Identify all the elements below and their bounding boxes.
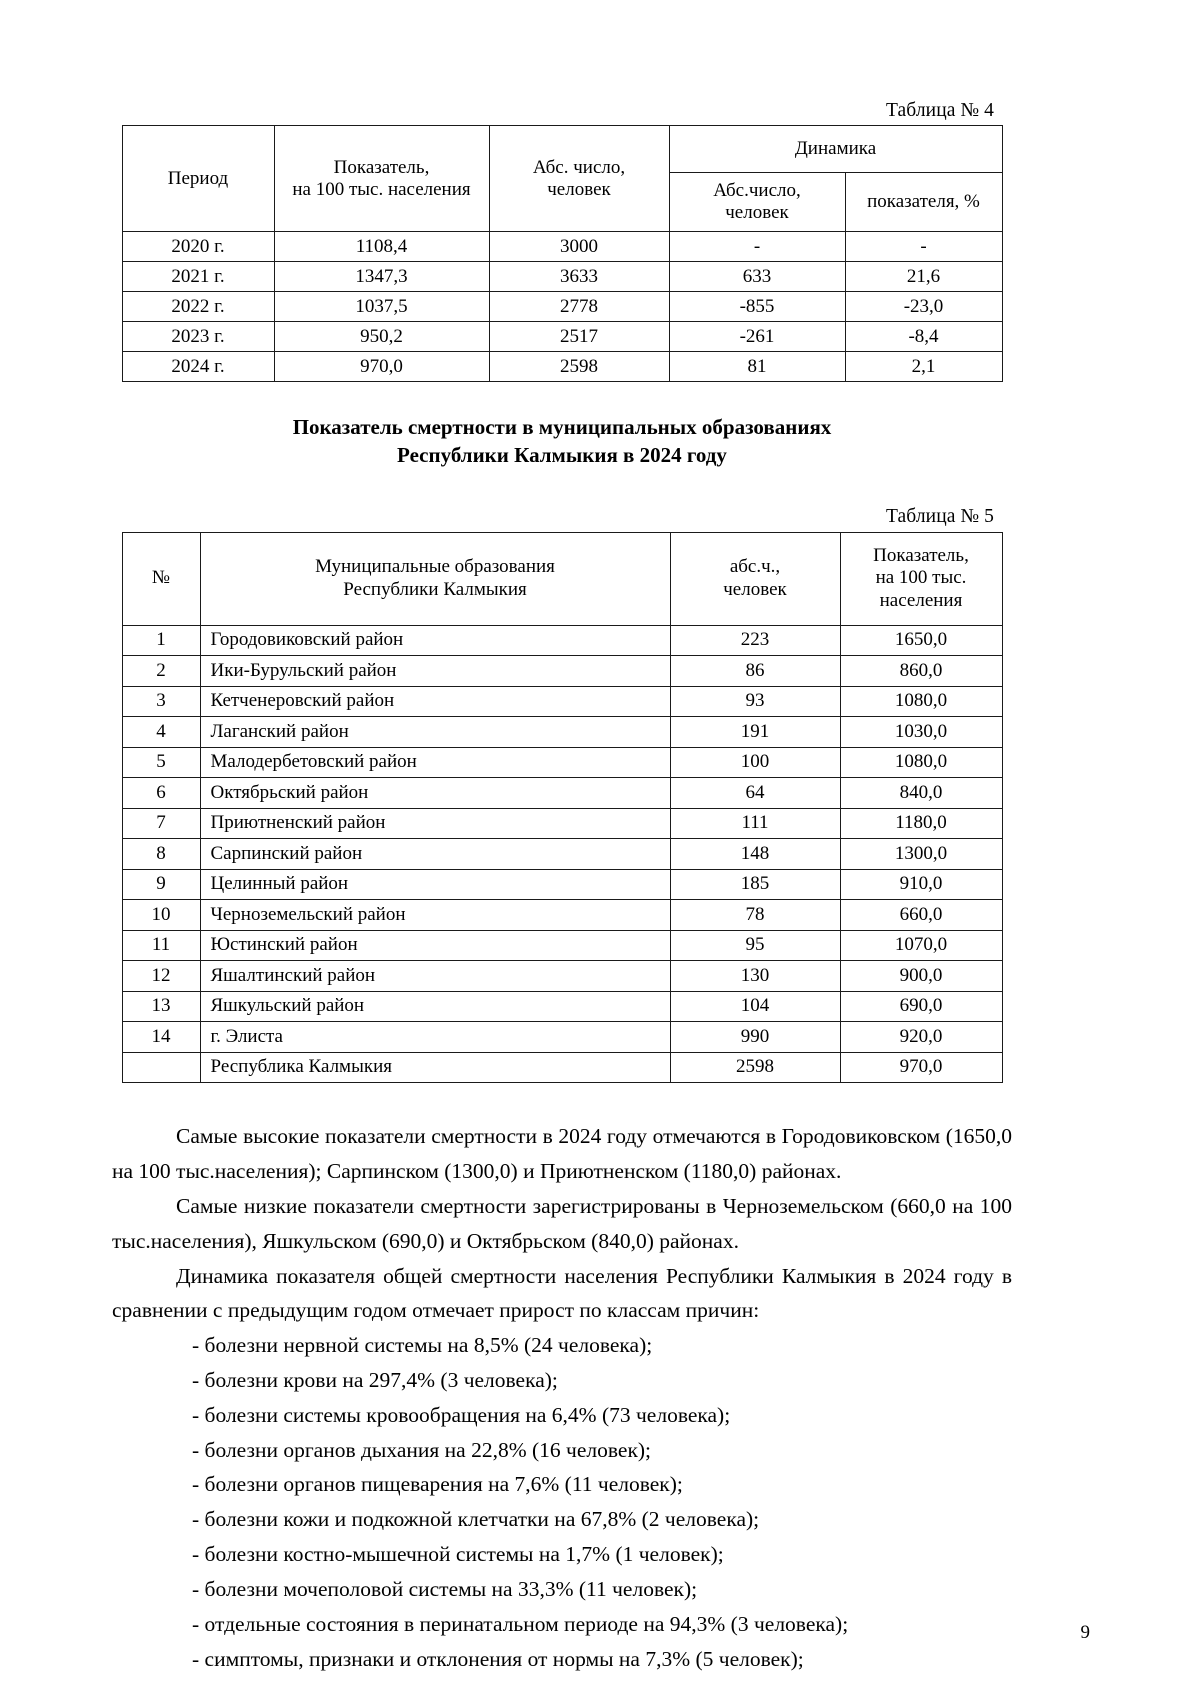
cell-indicator: 690,0 [840,991,1002,1022]
cell-num: 1 [122,625,200,656]
table-row [122,839,1002,870]
table4-col-abs [489,126,669,232]
cell-abs: 2778 [489,292,669,322]
cell-indicator: 1347,3 [274,262,489,292]
cell-name: Приютненский район [200,808,670,839]
table5-col-indicator-line3: населения [879,589,963,611]
paragraph-lowest-mortality: Самые низкие показатели смертности зарегистрированы в Черноземельском (660,0 на 100 тыс.населения), Яшкульском (690,0) и Октябрьском (840,0) районах. [112,1193,1012,1253]
cell-name: Яшалтинский район [200,961,670,992]
cell-indicator: 1080,0 [840,747,1002,778]
page-number: 9 [1080,1622,1090,1643]
paragraph-dynamics-intro: Динамика показателя общей смертности населения Республики Калмыкия в 2024 году в сравнении с предыдущим годом отмечает прирост по классам причин: [112,1263,1012,1323]
cell-name: Юстинский район [200,930,670,961]
cell-name: Лаганский район [200,717,670,748]
table-row [122,1022,1002,1053]
cell-indicator: 970,0 [840,1052,1002,1083]
cell-indicator: 1080,0 [840,686,1002,717]
municipal-mortality-table [122,532,1003,1084]
spacer [112,470,1012,506]
table4-col-abs-line1: Абс. число, [532,156,626,178]
cell-name: Целинный район [200,869,670,900]
table-row [122,961,1002,992]
table4-col-dyn-abs-line1: Абс.число, [713,180,801,202]
spacer [112,1083,1012,1119]
table4-col-period: Период [122,126,274,232]
table5-col-municipality [200,532,670,625]
table5-col-municipality-line1: Муниципальные образования [315,556,555,578]
table-row [122,778,1002,809]
table-row [122,930,1002,961]
table-row [122,232,1002,262]
cell-indicator: 970,0 [274,352,489,382]
cell-name: Сарпинский район [200,839,670,870]
table-row [122,869,1002,900]
page-title-line2: Республики Калмыкия в 2024 году [397,443,727,468]
table-row-total [122,1052,1002,1083]
table5-col-abs-line2: человек [723,578,787,600]
cell-abs: 191 [670,717,840,748]
cell-num: 12 [122,961,200,992]
list-item: - болезни крови на 297,4% (3 человека); [192,1367,558,1392]
cell-name: Городовиковский район [200,625,670,656]
cell-name: Кетченеровский район [200,686,670,717]
cell-indicator: 900,0 [840,961,1002,992]
cell-dyn-abs: -261 [669,322,845,352]
cell-name: Черноземельский район [200,900,670,931]
list-item: - болезни нервной системы на 8,5% (24 человека); [192,1333,653,1358]
cell-period: 2024 г. [122,352,274,382]
cell-name: Республика Калмыкия [200,1052,670,1083]
cell-abs: 95 [670,930,840,961]
cell-indicator: 860,0 [840,656,1002,687]
table-row [122,625,1002,656]
table-row [122,717,1002,748]
list-item: - болезни системы кровообращения на 6,4% (73 человека); [192,1402,731,1427]
table-row [122,991,1002,1022]
cell-abs: 2598 [670,1052,840,1083]
table4-col-dynamics: Динамика [669,126,1002,173]
table5-caption: Таблица № 5 [886,506,994,528]
table5-col-municipality-line2: Республики Калмыкия [343,578,527,600]
cell-indicator: 1070,0 [840,930,1002,961]
table-row [122,686,1002,717]
cell-num: 2 [122,656,200,687]
page-title [112,414,1012,470]
cell-abs: 2517 [489,322,669,352]
cell-num: 10 [122,900,200,931]
cell-dyn-abs: -855 [669,292,845,322]
cell-num: 6 [122,778,200,809]
table-row [122,352,1002,382]
cell-num: 7 [122,808,200,839]
cell-period: 2022 г. [122,292,274,322]
cell-period: 2020 г. [122,232,274,262]
cell-indicator: 1108,4 [274,232,489,262]
cell-num: 5 [122,747,200,778]
list-item: - болезни мочеполовой системы на 33,3% (11 человек); [192,1576,698,1601]
cell-num: 11 [122,930,200,961]
cell-abs: 185 [670,869,840,900]
cell-indicator: 950,2 [274,322,489,352]
cell-abs: 86 [670,656,840,687]
cell-indicator: 910,0 [840,869,1002,900]
cell-num [122,1052,200,1083]
cell-dyn-pct: - [845,232,1002,262]
cell-abs: 2598 [489,352,669,382]
list-item: - болезни кожи и подкожной клетчатки на 67,8% (2 человека); [192,1507,760,1532]
table4-col-dyn-pct: показателя, % [845,173,1002,232]
cell-num: 9 [122,869,200,900]
list-item: - болезни костно-мышечной системы на 1,7% (1 человек); [192,1542,724,1567]
cell-num: 4 [122,717,200,748]
cell-dyn-pct: -23,0 [845,292,1002,322]
cell-name: Ики-Бурульский район [200,656,670,687]
cell-dyn-pct: -8,4 [845,322,1002,352]
table5-col-abs [670,532,840,625]
table-row [122,656,1002,687]
table5-col-num: № [122,532,200,625]
cell-indicator: 1037,5 [274,292,489,322]
page-title-line1: Показатель смертности в муниципальных образованиях [292,415,832,440]
table4-caption: Таблица № 4 [886,100,994,121]
list-item: - симптомы, признаки и отклонения от нормы на 7,3% (5 человек); [192,1646,804,1671]
table5-col-abs-line1: абс.ч., [729,556,781,578]
mortality-dynamics-table [122,125,1003,382]
table4-col-dyn-abs-line2: человек [725,202,789,224]
list-item: - отдельные состояния в перинатальном периоде на 94,3% (3 человека); [192,1611,849,1636]
cell-name: Малодербетовский район [200,747,670,778]
cell-num: 8 [122,839,200,870]
cell-abs: 3633 [489,262,669,292]
cell-abs: 990 [670,1022,840,1053]
cell-indicator: 1300,0 [840,839,1002,870]
table-row [122,808,1002,839]
cell-dyn-pct: 2,1 [845,352,1002,382]
table5-col-indicator-line1: Показатель, [873,545,969,567]
table-row [122,292,1002,322]
table5-col-indicator [840,532,1002,625]
page-content [112,100,1012,1676]
table5-header [122,532,1002,625]
cell-abs: 223 [670,625,840,656]
table4-header [122,126,1002,232]
table4-col-indicator [274,126,489,232]
cell-num: 13 [122,991,200,1022]
cell-period: 2021 г. [122,262,274,292]
cell-abs: 64 [670,778,840,809]
cell-abs: 130 [670,961,840,992]
cell-dyn-abs: 633 [669,262,845,292]
table4-body [122,232,1002,382]
cell-indicator: 840,0 [840,778,1002,809]
cell-num: 3 [122,686,200,717]
table-row [122,900,1002,931]
cell-dyn-abs: 81 [669,352,845,382]
cell-indicator: 920,0 [840,1022,1002,1053]
cell-num: 14 [122,1022,200,1053]
cell-indicator: 1650,0 [840,625,1002,656]
cell-abs: 3000 [489,232,669,262]
list-item: - болезни органов пищеварения на 7,6% (11 человек); [192,1472,683,1497]
table-row [122,262,1002,292]
cell-abs: 148 [670,839,840,870]
table4-col-indicator-line1: Показатель, [333,156,430,178]
causes-list [112,1328,1012,1676]
cell-abs: 111 [670,808,840,839]
cell-dyn-pct: 21,6 [845,262,1002,292]
cell-abs: 78 [670,900,840,931]
cell-abs: 100 [670,747,840,778]
table4-col-indicator-line2: на 100 тыс. населения [292,178,471,200]
list-item: - болезни органов дыхания на 22,8% (16 человек); [192,1437,652,1462]
cell-name: Октябрьский район [200,778,670,809]
cell-name: Яшкульский район [200,991,670,1022]
table5-body [122,625,1002,1083]
table4-col-abs-line2: человек [547,178,611,200]
paragraph-highest-mortality: Самые высокие показатели смертности в 2024 году отмечаются в Городовиковском (1650,0 на 100 тыс.населения); Сарпинском (1300,0) и Приютненском (1180,0) районах. [112,1124,1012,1184]
cell-dyn-abs: - [669,232,845,262]
cell-indicator: 1030,0 [840,717,1002,748]
cell-indicator: 1180,0 [840,808,1002,839]
cell-period: 2023 г. [122,322,274,352]
cell-abs: 104 [670,991,840,1022]
table4-col-dyn-abs [669,173,845,232]
table5-col-indicator-line2: на 100 тыс. [875,567,967,589]
cell-indicator: 660,0 [840,900,1002,931]
table-row [122,322,1002,352]
table-row [122,747,1002,778]
cell-abs: 93 [670,686,840,717]
cell-name: г. Элиста [200,1022,670,1053]
